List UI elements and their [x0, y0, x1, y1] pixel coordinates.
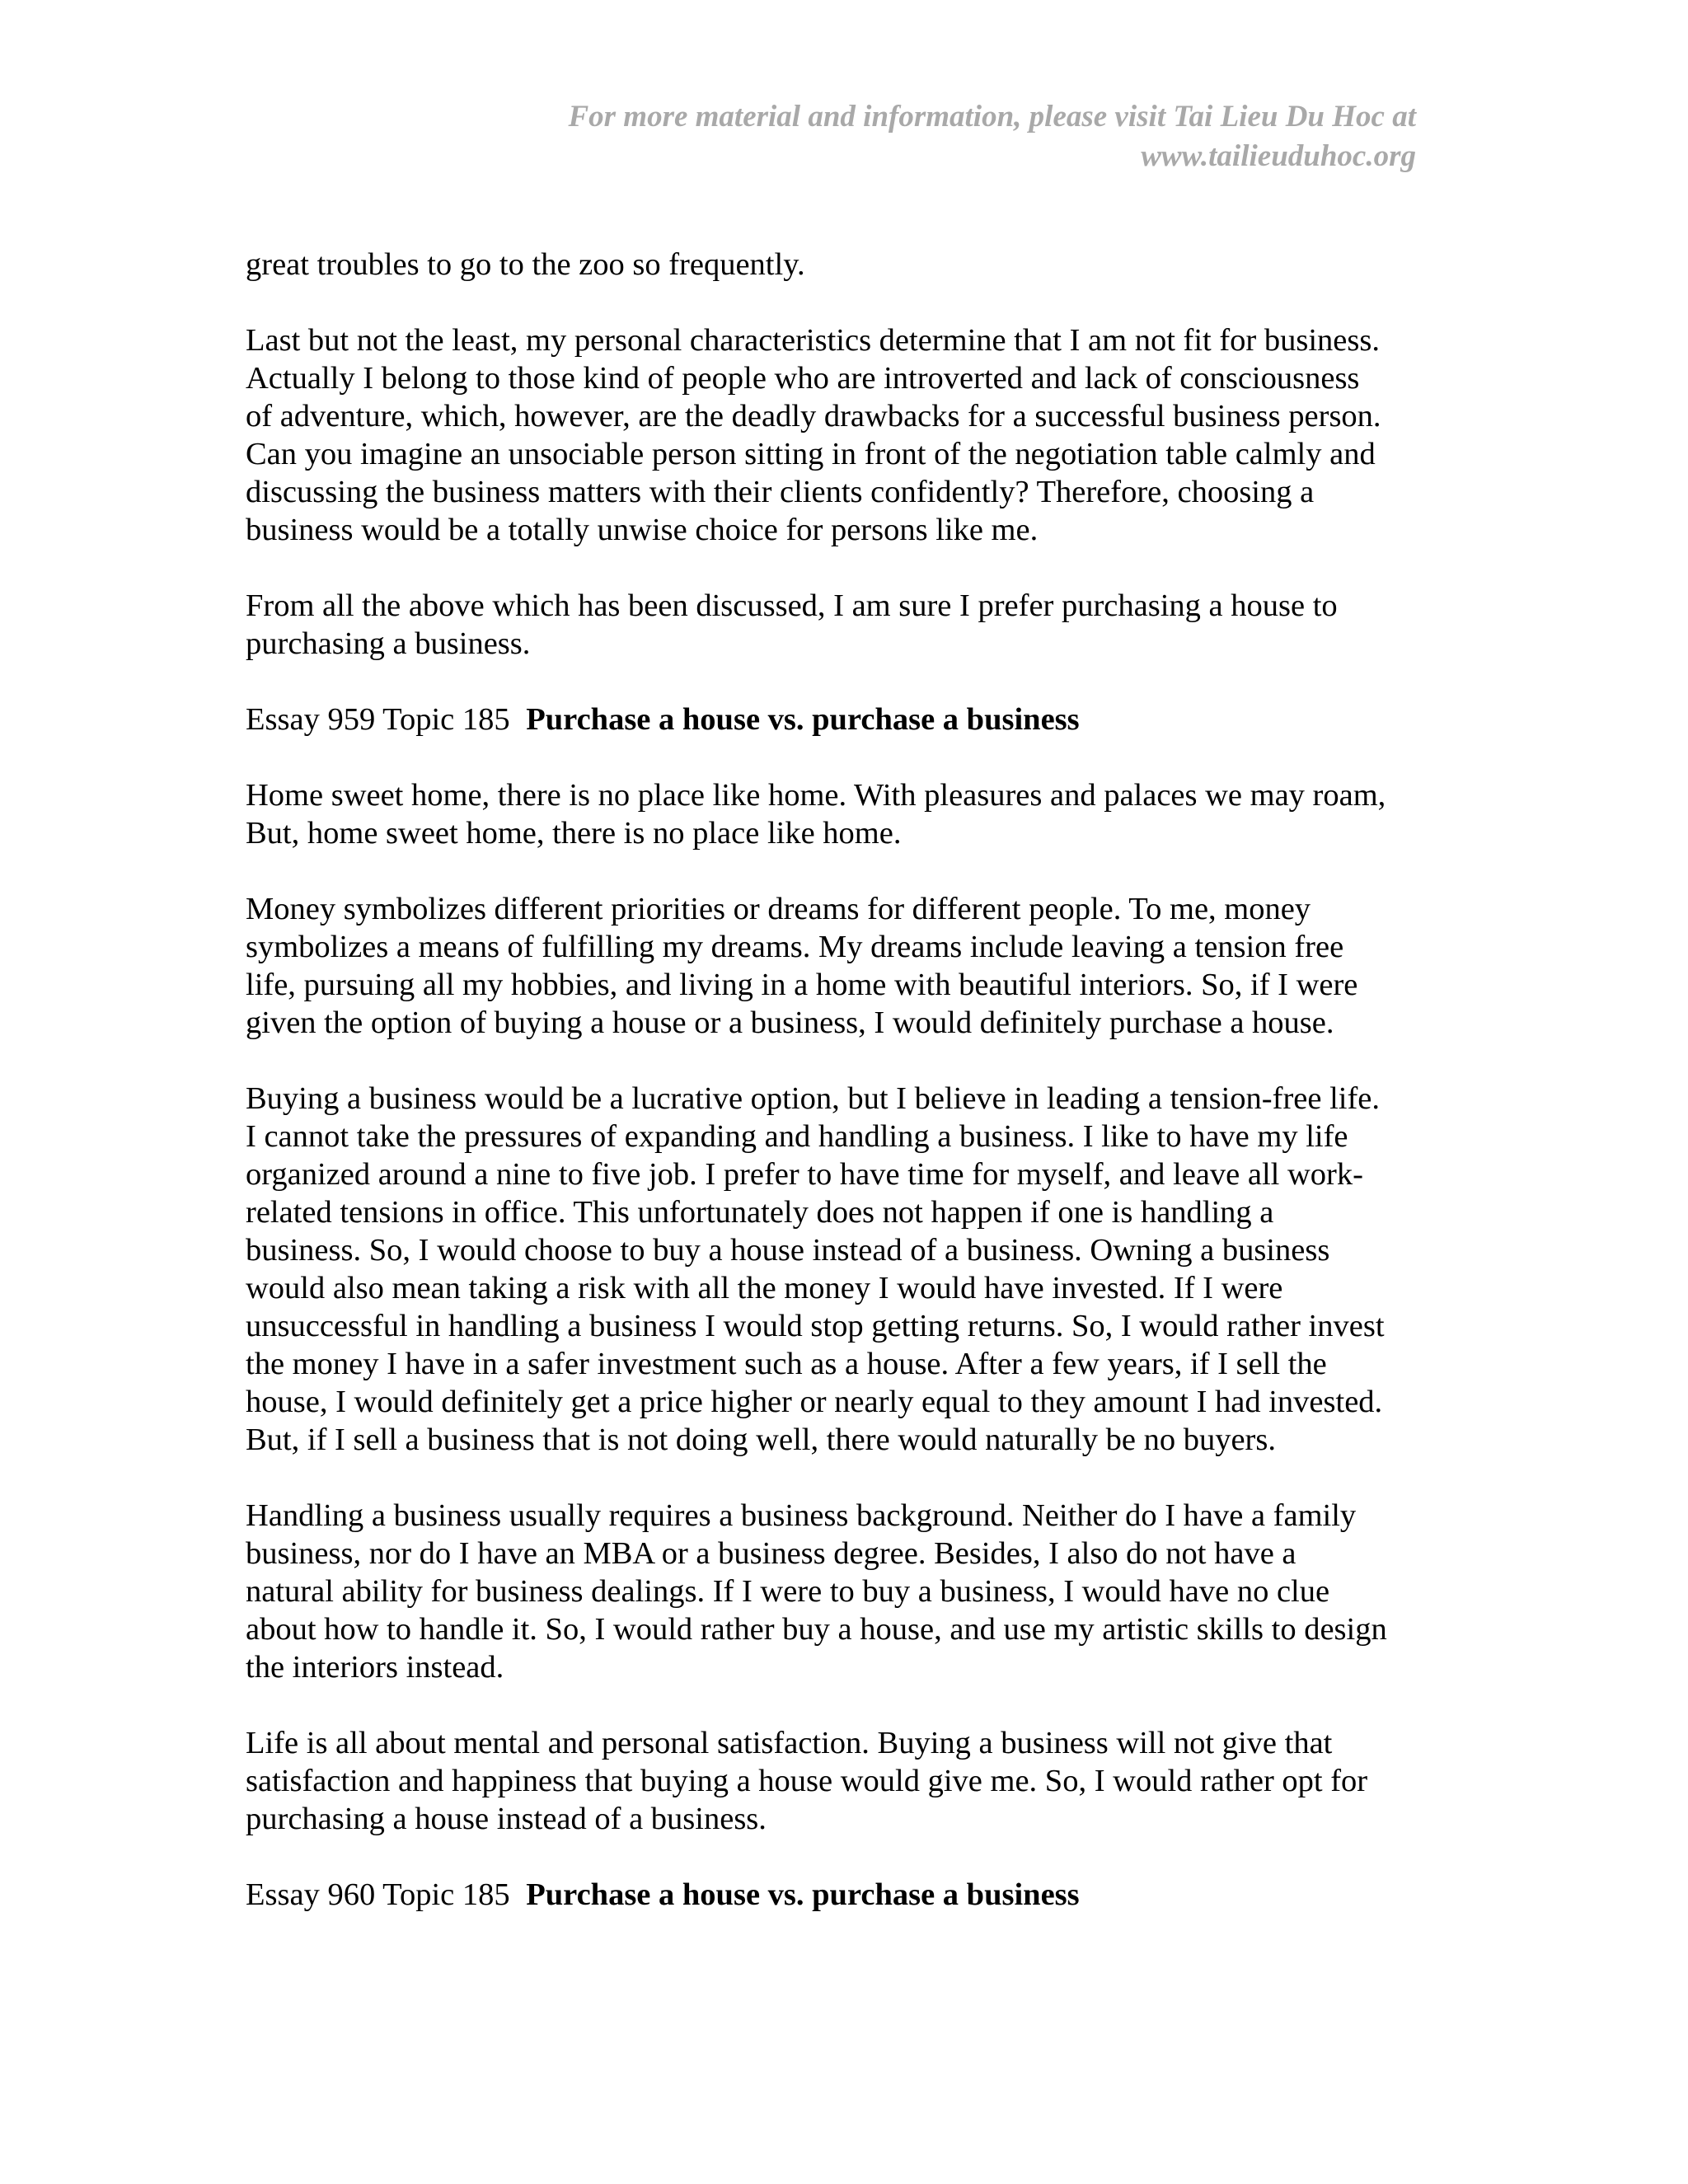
- essay-heading: [246, 701, 1449, 738]
- text-line: Can you imagine an unsociable person sitting in front of the negotiation table calmly and: [246, 437, 1376, 471]
- paragraph: [246, 321, 1449, 549]
- text-line: Life is all about mental and personal satisfaction. Buying a business will not give that: [246, 1726, 1333, 1760]
- page-header: [427, 97, 1416, 176]
- text-line: business would be a totally unwise choice for persons like me.: [246, 513, 1039, 547]
- text-line: of adventure, which, however, are the deadly drawbacks for a successful business person.: [246, 399, 1381, 434]
- text-line: Money symbolizes different priorities or dreams for different people. To me, money: [246, 892, 1311, 926]
- text-line: Handling a business usually requires a business background. Neither do I have a family: [246, 1498, 1357, 1533]
- essay-label: Essay 960 Topic 185: [246, 1877, 510, 1912]
- text-line: life, pursuing all my hobbies, and living in a home with beautiful interiors. So, if I were: [246, 968, 1358, 1002]
- text-line: Home sweet home, there is no place like home. With pleasures and palaces we may roam,: [246, 778, 1386, 813]
- text-line: From all the above which has been discussed, I am sure I prefer purchasing a house to: [246, 588, 1338, 623]
- text-line: I cannot take the pressures of expanding and handling a business. I like to have my life: [246, 1119, 1348, 1154]
- text-line: purchasing a house instead of a business.: [246, 1802, 767, 1836]
- text-line: discussing the business matters with their clients confidently? Therefore, choosing a: [246, 475, 1315, 509]
- text-line: about how to handle it. So, I would rather buy a house, and use my artistic skills to design: [246, 1612, 1387, 1647]
- text-line: business, nor do I have an MBA or a business degree. Besides, I also do not have a: [246, 1536, 1296, 1571]
- header-url: www.tailieuduhoc.org: [1141, 139, 1416, 173]
- paragraph: [246, 776, 1449, 852]
- text-line: purchasing a business.: [246, 626, 531, 661]
- text-line: Actually I belong to those kind of people who are introverted and lack of consciousness: [246, 361, 1360, 396]
- text-line: Last but not the least, my personal characteristics determine that I am not fit for business.: [246, 323, 1380, 358]
- text-line: Buying a business would be a lucrative option, but I believe in leading a tension-free life.: [246, 1081, 1380, 1116]
- document-body: [246, 246, 1449, 1952]
- header-line-1: For more material and information, please visit Tai Lieu Du Hoc at: [568, 100, 1416, 134]
- essay-heading: [246, 1876, 1449, 1914]
- paragraph: [246, 1497, 1449, 1686]
- text-line: natural ability for business dealings. If I were to buy a business, I would have no clue: [246, 1574, 1330, 1609]
- paragraph: [246, 246, 1449, 284]
- text-line: related tensions in office. This unfortunately does not happen if one is handling a: [246, 1195, 1274, 1230]
- text-line: the interiors instead.: [246, 1650, 504, 1685]
- essay-title: Purchase a house vs. purchase a business: [526, 1877, 1080, 1912]
- text-line: great troubles to go to the zoo so frequently.: [246, 247, 805, 282]
- text-line: the money I have in a safer investment such as a house. After a few years, if I sell the: [246, 1347, 1327, 1381]
- text-line: But, if I sell a business that is not doing well, there would naturally be no buyers.: [246, 1422, 1276, 1457]
- essay-label: Essay 959 Topic 185: [246, 702, 510, 737]
- text-line: symbolizes a means of fulfilling my dreams. My dreams include leaving a tension free: [246, 930, 1344, 964]
- text-line: satisfaction and happiness that buying a house would give me. So, I would rather opt for: [246, 1764, 1368, 1798]
- text-line: would also mean taking a risk with all the money I would have invested. If I were: [246, 1271, 1283, 1305]
- paragraph: [246, 1080, 1449, 1459]
- text-line: unsuccessful in handling a business I would stop getting returns. So, I would rather invest: [246, 1309, 1385, 1343]
- essay-title: Purchase a house vs. purchase a business: [526, 702, 1080, 737]
- text-line: organized around a nine to five job. I prefer to have time for myself, and leave all work-: [246, 1157, 1363, 1192]
- paragraph: [246, 587, 1449, 663]
- paragraph: [246, 1724, 1449, 1838]
- text-line: given the option of buying a house or a business, I would definitely purchase a house.: [246, 1005, 1334, 1040]
- paragraph: [246, 890, 1449, 1042]
- text-line: house, I would definitely get a price higher or nearly equal to they amount I had invested.: [246, 1385, 1383, 1419]
- text-line: business. So, I would choose to buy a house instead of a business. Owning a business: [246, 1233, 1330, 1268]
- text-line: But, home sweet home, there is no place like home.: [246, 816, 902, 851]
